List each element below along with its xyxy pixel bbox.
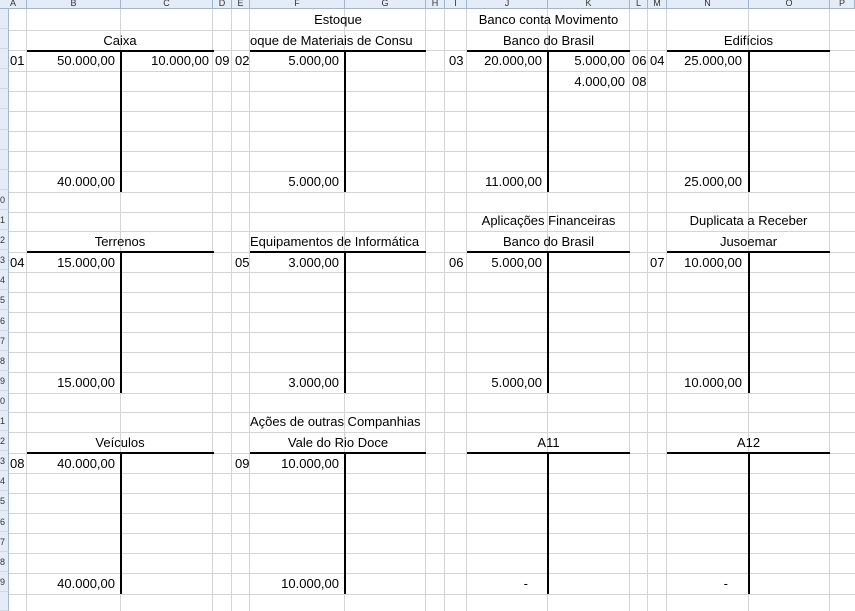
entry-code: 01 bbox=[10, 53, 25, 68]
col-header-E[interactable]: E bbox=[232, 0, 250, 9]
debit-entry: 3.000,00 bbox=[288, 255, 339, 270]
col-header-D[interactable]: D bbox=[213, 0, 232, 9]
entry-code: 08 bbox=[10, 456, 25, 471]
row-number[interactable]: 7 bbox=[0, 532, 9, 552]
row-number[interactable] bbox=[0, 170, 9, 190]
group-heading-duplicata: Duplicata a Receber bbox=[689, 213, 808, 228]
grid-line bbox=[466, 9, 467, 611]
t-account-title: Equipamentos de Informática bbox=[250, 234, 420, 249]
row-number[interactable]: 3 bbox=[0, 451, 9, 471]
col-header-F[interactable]: F bbox=[250, 0, 345, 9]
debit-entry: 50.000,00 bbox=[57, 53, 115, 68]
grid-line bbox=[9, 332, 855, 333]
row-number[interactable] bbox=[0, 69, 9, 89]
t-account-divider bbox=[120, 251, 122, 393]
grid-line bbox=[666, 9, 667, 611]
row-number[interactable]: 4 bbox=[0, 471, 9, 491]
balance-value: 10.000,00 bbox=[684, 375, 742, 390]
col-header-N[interactable]: N bbox=[667, 0, 749, 9]
grid-line bbox=[9, 473, 855, 474]
row-number[interactable]: 1 bbox=[0, 210, 9, 230]
col-header-O[interactable]: O bbox=[749, 0, 830, 9]
t-account-title: Caixa bbox=[103, 33, 137, 48]
t-account-divider bbox=[120, 452, 122, 594]
entry-code: 03 bbox=[449, 53, 464, 68]
row-number[interactable] bbox=[0, 150, 9, 170]
t-account-divider bbox=[344, 251, 346, 393]
group-heading-banco-movimento: Banco conta Movimento bbox=[478, 12, 619, 27]
t-account-divider bbox=[120, 50, 122, 192]
grid-line bbox=[9, 151, 855, 152]
group-heading-estoque: Estoque bbox=[314, 12, 362, 27]
grid-line bbox=[9, 594, 855, 595]
t-account-title: A12 bbox=[736, 435, 761, 450]
grid-line bbox=[425, 9, 426, 611]
t-account-divider bbox=[344, 452, 346, 594]
debit-entry: 20.000,00 bbox=[484, 53, 542, 68]
t-account-divider bbox=[748, 50, 750, 192]
grid-line bbox=[9, 412, 855, 413]
entry-code: 09 bbox=[235, 456, 250, 471]
row-number[interactable]: 1 bbox=[0, 411, 9, 431]
grid-line bbox=[9, 91, 855, 92]
col-header-J[interactable]: J bbox=[467, 0, 548, 9]
grid-line bbox=[9, 533, 855, 534]
row-number[interactable]: 5 bbox=[0, 290, 9, 310]
balance-value: 15.000,00 bbox=[57, 375, 115, 390]
grid-line bbox=[9, 513, 855, 514]
t-account-title: Banco do Brasil bbox=[502, 234, 595, 249]
t-account-title: Terrenos bbox=[94, 234, 146, 249]
row-number[interactable]: 3 bbox=[0, 250, 9, 270]
debit-entry: 5.000,00 bbox=[491, 255, 542, 270]
row-number[interactable]: 6 bbox=[0, 311, 9, 331]
col-header-B[interactable]: B bbox=[27, 0, 121, 9]
balance-value: 11.000,00 bbox=[485, 174, 542, 189]
credit-entry: 10.000,00 bbox=[151, 53, 209, 68]
debit-entry: 15.000,00 bbox=[57, 255, 115, 270]
row-number[interactable] bbox=[0, 9, 9, 29]
grid-line bbox=[829, 9, 830, 611]
balance-value: 40.000,00 bbox=[57, 174, 115, 189]
row-number[interactable]: 0 bbox=[0, 190, 9, 210]
debit-entry: 5.000,00 bbox=[288, 53, 339, 68]
row-number[interactable]: 2 bbox=[0, 431, 9, 451]
t-account-divider bbox=[344, 50, 346, 192]
grid-line bbox=[9, 573, 855, 574]
balance-value: 25.000,00 bbox=[684, 174, 742, 189]
grid-line bbox=[629, 9, 630, 611]
col-header-P[interactable]: P bbox=[830, 0, 855, 9]
t-account-title: Jusoemar bbox=[719, 234, 778, 249]
row-number[interactable]: 9 bbox=[0, 371, 9, 391]
row-number[interactable]: 4 bbox=[0, 270, 9, 290]
grid-line bbox=[9, 111, 855, 112]
entry-code: 04 bbox=[10, 255, 25, 270]
grid-line bbox=[9, 192, 855, 193]
grid-line bbox=[249, 9, 250, 611]
t-account-title: oque de Materiais de Consu bbox=[250, 33, 413, 48]
row-number[interactable]: 8 bbox=[0, 351, 9, 371]
grid-line bbox=[231, 9, 232, 611]
balance-value: 3.000,00 bbox=[288, 375, 339, 390]
balance-value: 5.000,00 bbox=[288, 174, 339, 189]
credit-entry: 5.000,00 bbox=[574, 53, 625, 68]
grid-line bbox=[212, 9, 213, 611]
row-number[interactable]: 8 bbox=[0, 552, 9, 572]
t-account-title: Veículos bbox=[95, 435, 145, 450]
grid-line bbox=[9, 393, 855, 394]
col-header-K[interactable]: K bbox=[548, 0, 630, 9]
debit-entry: 25.000,00 bbox=[684, 53, 742, 68]
balance-value: - bbox=[723, 576, 728, 591]
balance-value: - bbox=[523, 576, 528, 591]
balance-value: 40.000,00 bbox=[57, 576, 115, 591]
col-header-M[interactable]: M bbox=[648, 0, 667, 9]
grid-line bbox=[9, 352, 855, 353]
row-number[interactable] bbox=[0, 130, 9, 150]
t-account-divider bbox=[748, 251, 750, 393]
t-account-title: Banco do Brasil bbox=[502, 33, 595, 48]
entry-code: 04 bbox=[650, 53, 665, 68]
entry-code: 06 bbox=[632, 53, 647, 68]
grid-line bbox=[9, 71, 855, 72]
grid-line bbox=[9, 292, 855, 293]
grid-line bbox=[26, 9, 27, 611]
col-header-I[interactable]: I bbox=[445, 0, 467, 9]
row-number[interactable]: 7 bbox=[0, 331, 9, 351]
grid-line bbox=[9, 131, 855, 132]
t-account-title: Edifícios bbox=[723, 33, 774, 48]
debit-entry: 10.000,00 bbox=[684, 255, 742, 270]
row-number[interactable]: 9 bbox=[0, 572, 9, 592]
balance-value: 5.000,00 bbox=[491, 375, 542, 390]
t-account-divider bbox=[748, 452, 750, 594]
t-account-divider bbox=[547, 452, 549, 594]
col-header-L[interactable]: L bbox=[630, 0, 648, 9]
debit-entry: 10.000,00 bbox=[281, 456, 339, 471]
grid-line bbox=[444, 9, 445, 611]
t-account-divider bbox=[547, 50, 549, 192]
balance-value: 10.000,00 bbox=[281, 576, 339, 591]
debit-entry: 40.000,00 bbox=[57, 456, 115, 471]
group-heading-acoes: Ações de outras Companhias bbox=[250, 414, 421, 429]
grid-line bbox=[9, 493, 855, 494]
row-number[interactable]: 2 bbox=[0, 230, 9, 250]
entry-code: 05 bbox=[235, 255, 250, 270]
entry-code: 06 bbox=[449, 255, 464, 270]
grid-line bbox=[647, 9, 648, 611]
row-number[interactable] bbox=[0, 49, 9, 69]
row-number[interactable]: 0 bbox=[0, 391, 9, 411]
grid-line bbox=[9, 553, 855, 554]
col-header-H[interactable]: H bbox=[426, 0, 445, 9]
row-number[interactable]: 5 bbox=[0, 491, 9, 511]
entry-code: 09 bbox=[215, 53, 230, 68]
t-account-title: A11 bbox=[537, 435, 560, 450]
credit-entry: 4.000,00 bbox=[574, 74, 625, 89]
group-heading-aplicacoes: Aplicações Financeiras bbox=[481, 213, 616, 228]
col-header-C[interactable]: C bbox=[121, 0, 213, 9]
grid-line bbox=[9, 312, 855, 313]
col-header-G[interactable]: G bbox=[345, 0, 426, 9]
col-header-A[interactable]: A bbox=[0, 0, 27, 9]
row-number[interactable] bbox=[0, 110, 9, 130]
entry-code: 08 bbox=[632, 74, 647, 89]
row-number[interactable] bbox=[0, 29, 9, 49]
t-account-title: Vale do Rio Doce bbox=[287, 435, 389, 450]
row-number[interactable] bbox=[0, 89, 9, 109]
t-account-divider bbox=[547, 251, 549, 393]
entry-code: 02 bbox=[235, 53, 250, 68]
row-number[interactable]: 6 bbox=[0, 512, 9, 532]
entry-code: 07 bbox=[650, 255, 665, 270]
